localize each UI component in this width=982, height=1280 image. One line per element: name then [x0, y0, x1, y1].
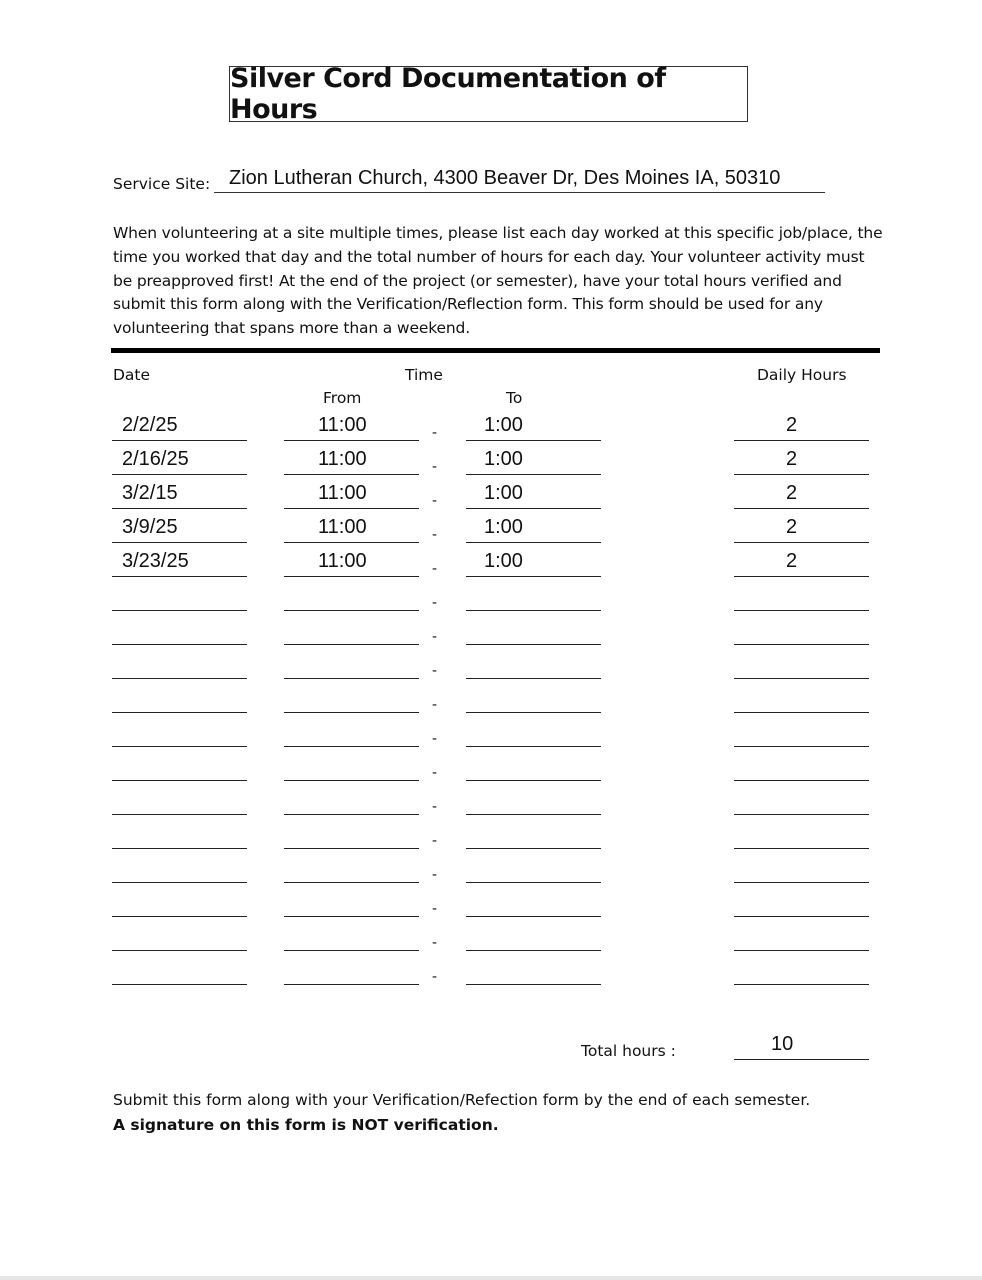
date-cell-line — [112, 644, 247, 645]
to-time-cell-line — [466, 780, 601, 781]
from-time-cell-line — [284, 576, 419, 577]
date-cell-line — [112, 678, 247, 679]
instructions-paragraph: When volunteering at a site multiple times, please list each day worked at this specific job/place, the time you worked that day and the total number of hours for each day. Your volunteer activity must be preapproved first! At the end of the project (or semester), have your total hours verified and submit this form along with the Verification/Reflection form. This form should be used for any volunteering that spans more than a weekend. — [113, 224, 883, 338]
form-title: Silver Cord Documentation of Hours — [229, 66, 748, 122]
to-time-cell-line — [466, 440, 601, 441]
from-time-cell[interactable]: 11:00 — [318, 414, 367, 436]
to-time-cell-line — [466, 950, 601, 951]
to-time-cell-line — [466, 508, 601, 509]
time-separator: - — [432, 595, 438, 611]
from-time-cell[interactable]: 11:00 — [318, 516, 367, 538]
date-cell-line — [112, 984, 247, 985]
total-hours-value[interactable]: 10 — [771, 1033, 794, 1055]
from-time-cell-line — [284, 610, 419, 611]
daily-hours-cell-line — [734, 984, 869, 985]
footer-instruction: Submit this form along with your Verification/Refection form by the end of each semester. — [113, 1091, 811, 1109]
daily-hours-cell-line — [734, 814, 869, 815]
time-header: Time — [405, 366, 443, 384]
time-separator: - — [432, 935, 438, 951]
to-time-cell-line — [466, 678, 601, 679]
time-separator: - — [432, 663, 438, 679]
date-cell[interactable]: 3/23/25 — [122, 550, 189, 572]
from-header: From — [323, 389, 362, 407]
date-cell[interactable]: 3/2/15 — [122, 482, 178, 504]
from-time-cell-line — [284, 678, 419, 679]
date-header: Date — [113, 366, 151, 384]
from-time-cell-line — [284, 848, 419, 849]
to-time-cell[interactable]: 1:00 — [484, 448, 523, 470]
to-time-cell-line — [466, 474, 601, 475]
daily-hours-cell-line — [734, 916, 869, 917]
from-time-cell[interactable]: 11:00 — [318, 550, 367, 572]
time-separator: - — [432, 697, 438, 713]
time-separator: - — [432, 833, 438, 849]
time-separator: - — [432, 969, 438, 985]
daily-hours-cell-line — [734, 678, 869, 679]
from-time-cell-line — [284, 746, 419, 747]
daily-hours-cell[interactable]: 2 — [786, 482, 798, 504]
daily-hours-cell-line — [734, 746, 869, 747]
service-site-label: Service Site: — [113, 175, 211, 193]
footer-note — [113, 1088, 913, 1137]
date-cell-line — [112, 950, 247, 951]
daily-hours-cell-line — [734, 440, 869, 441]
date-cell-line — [112, 610, 247, 611]
time-separator: - — [432, 765, 438, 781]
time-separator: - — [432, 629, 438, 645]
date-cell[interactable]: 2/2/25 — [122, 414, 178, 436]
section-divider — [111, 348, 880, 353]
daily-hours-cell-line — [734, 848, 869, 849]
to-time-cell-line — [466, 882, 601, 883]
date-cell-line — [112, 882, 247, 883]
from-time-cell-line — [284, 916, 419, 917]
daily-hours-cell-line — [734, 508, 869, 509]
to-header: To — [506, 389, 523, 407]
to-time-cell-line — [466, 916, 601, 917]
daily-hours-cell[interactable]: 2 — [786, 550, 798, 572]
daily-hours-cell-line — [734, 950, 869, 951]
to-time-cell-line — [466, 542, 601, 543]
to-time-cell-line — [466, 610, 601, 611]
time-separator: - — [432, 493, 438, 509]
to-time-cell[interactable]: 1:00 — [484, 550, 523, 572]
to-time-cell-line — [466, 984, 601, 985]
time-separator: - — [432, 561, 438, 577]
total-hours-label: Total hours : — [581, 1042, 676, 1060]
to-time-cell-line — [466, 576, 601, 577]
from-time-cell-line — [284, 780, 419, 781]
date-cell-line — [112, 508, 247, 509]
time-separator: - — [432, 425, 438, 441]
to-time-cell[interactable]: 1:00 — [484, 516, 523, 538]
date-cell-line — [112, 916, 247, 917]
daily-hours-cell-line — [734, 712, 869, 713]
time-separator: - — [432, 459, 438, 475]
time-separator: - — [432, 867, 438, 883]
from-time-cell-line — [284, 984, 419, 985]
daily-hours-cell[interactable]: 2 — [786, 516, 798, 538]
time-separator: - — [432, 799, 438, 815]
from-time-cell-line — [284, 712, 419, 713]
date-cell[interactable]: 3/9/25 — [122, 516, 178, 538]
daily-hours-cell-line — [734, 882, 869, 883]
date-cell-line — [112, 814, 247, 815]
date-cell-line — [112, 746, 247, 747]
from-time-cell[interactable]: 11:00 — [318, 448, 367, 470]
to-time-cell[interactable]: 1:00 — [484, 414, 523, 436]
from-time-cell-line — [284, 440, 419, 441]
from-time-cell-line — [284, 542, 419, 543]
daily-hours-cell-line — [734, 576, 869, 577]
time-separator: - — [432, 731, 438, 747]
from-time-cell-line — [284, 644, 419, 645]
daily-hours-cell[interactable]: 2 — [786, 414, 798, 436]
page-bottom-edge — [0, 1276, 982, 1280]
date-cell-line — [112, 848, 247, 849]
daily-hours-cell-line — [734, 780, 869, 781]
date-cell-line — [112, 542, 247, 543]
daily-hours-cell-line — [734, 644, 869, 645]
from-time-cell[interactable]: 11:00 — [318, 482, 367, 504]
time-separator: - — [432, 901, 438, 917]
from-time-cell-line — [284, 950, 419, 951]
from-time-cell-line — [284, 474, 419, 475]
footer-warning — [113, 1113, 913, 1138]
to-time-cell[interactable]: 1:00 — [484, 482, 523, 504]
to-time-cell-line — [466, 848, 601, 849]
daily-hours-cell-line — [734, 610, 869, 611]
total-hours-line — [734, 1059, 869, 1060]
daily-hours-cell[interactable]: 2 — [786, 448, 798, 470]
to-time-cell-line — [466, 746, 601, 747]
daily-hours-cell-line — [734, 474, 869, 475]
service-site-value[interactable]: Zion Lutheran Church, 4300 Beaver Dr, Des Moines IA, 50310 — [229, 167, 781, 189]
from-time-cell-line — [284, 508, 419, 509]
footer-warning-text: A signature on this form is NOT verification. — [113, 1115, 499, 1134]
date-cell-line — [112, 474, 247, 475]
to-time-cell-line — [466, 644, 601, 645]
to-time-cell-line — [466, 814, 601, 815]
date-cell[interactable]: 2/16/25 — [122, 448, 189, 470]
daily-hours-cell-line — [734, 542, 869, 543]
daily-hours-header: Daily Hours — [757, 366, 847, 384]
date-cell-line — [112, 780, 247, 781]
date-cell-line — [112, 576, 247, 577]
from-time-cell-line — [284, 814, 419, 815]
time-separator: - — [432, 527, 438, 543]
service-site-line — [214, 192, 825, 193]
to-time-cell-line — [466, 712, 601, 713]
date-cell-line — [112, 440, 247, 441]
date-cell-line — [112, 712, 247, 713]
from-time-cell-line — [284, 882, 419, 883]
